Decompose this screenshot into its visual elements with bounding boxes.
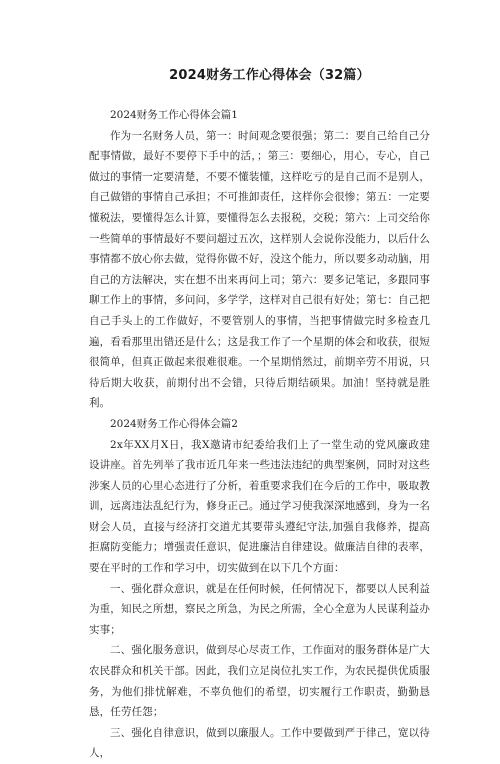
- document-title: 2024财务工作心得体会（32篇）: [169, 68, 370, 83]
- section-2-paragraph-4: 三、强化自律意识，做到以廉服人。工作中要做到严于律己，宽以待人，: [89, 726, 430, 760]
- section-1: [89, 105, 430, 414]
- section-2-paragraph-3: 二、强化服务意识，做到尽心尽责工作，工作面对的服务群体是广大农民群众和机关干部。因此，我们立足岗位扎实工作，为农民提供优质服务，为他们排忧解难，不辜负他们的希望，切实履行工作职责，勤勤恳恳，任劳任怨；: [89, 644, 430, 719]
- section-2-paragraph-1: 2x年XX月X日，我X邀请市纪委给我们上了一堂生动的党风廉政建设讲座。首先列举了我市近几年来一些违法违纪的典型案例，同时对这些涉案人员的心里心态进行了分析，着重要求我们在今后的工作中，吸取教训，远离违法乱纪行为，修身正己。通过学习使我深深地感到，身为一名财会人员，直接与经济打交道尤其要带头遵纪守法,加强自我修养，提高拒腐防变能力；增强责任意识，促进廉洁自律建设。做廉洁自律的表率，要在平时的工作和学习中，切实做到在以下几个方面：: [89, 438, 430, 575]
- section-1-heading: 2024财务工作心得体会篇1: [110, 109, 238, 121]
- section-2-heading: 2024财务工作心得体会篇2: [110, 417, 238, 430]
- section-2: [89, 414, 430, 764]
- section-1-paragraph-1: 作为一名财务人员，第一：时间观念要很强；第二：要自己给自己分配事情做，最好不要停下手中的活，；第三：要细心，用心，专心，自己做过的事情一定要清楚，不要不懂装懂，这样吃亏的是自己而不是别人，自己做错的事情自己承担；不可推卸责任，这样你会很惨；第五：一定要懂税法，要懂得怎么计算，要懂得怎么去报税，交税；第六：上司交给你一些简单的事情最好不要问超过五次，这样别人会说你没能力，以后什么事情都不放心你去做，觉得你做不好，没这个能力，所以要多动动脑，用自己的方法解决，实在想不出来再问上司；第六：要多记笔记，多跟同事聊工作上的事情，多问问，多学学，这样对自己很有好处；第七：自己把自己手头上的工作做好，不要管别人的事情，当把事情做完时多检查几遍，看看那里出错还是什么；这是我工作了一个星期的体会和收获，很短很简单，但真正做起来很难很难。一个星期悄然过，前期辛劳不用说，只待后期大收获，前期付出不会错，只待后期结硕果。加油！坚持就是胜利。: [89, 129, 430, 410]
- section-2-paragraph-2: 一、强化群众意识，就是在任何时候，任何情况下，都要以人民利益为重，知民之所想，察民之所急，为民之所需，全心全意为人民谋利益办实事；: [89, 582, 430, 636]
